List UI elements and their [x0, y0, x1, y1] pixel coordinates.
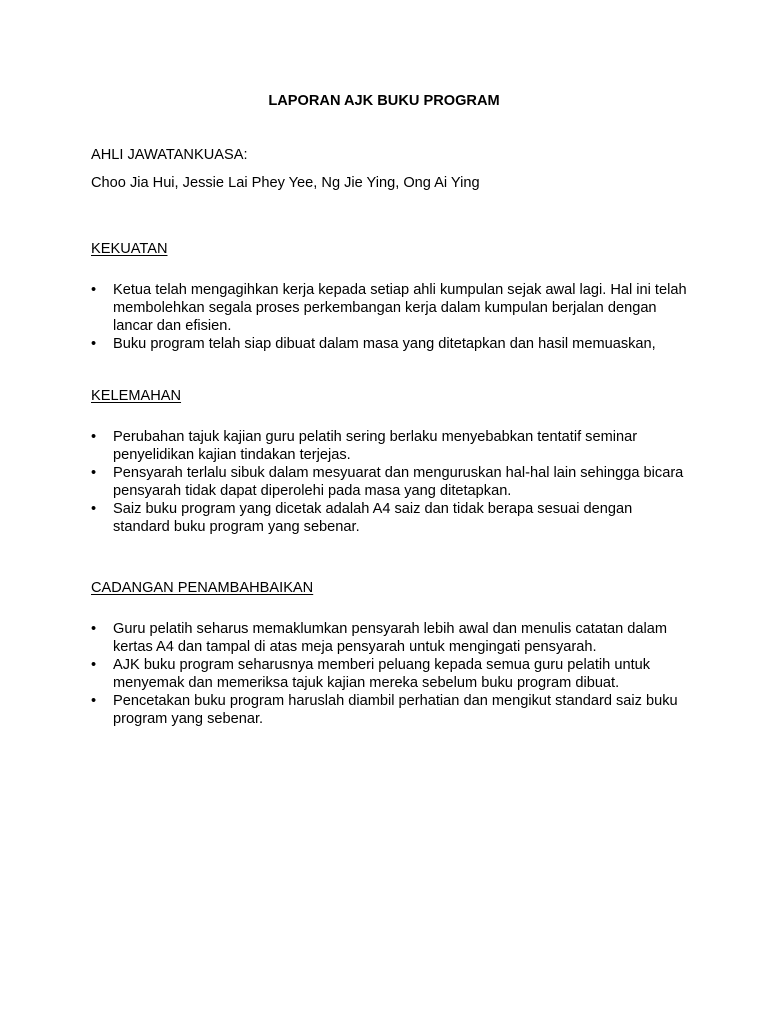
bullet-icon: • [91, 621, 97, 637]
kelemahan-list [91, 428, 691, 536]
list-item-text: AJK buku program seharusnya memberi peluang kepada semua guru pelatih untuk menyemak dan memeriksa tajuk kajian mereka sebelum buku program dibuat. [113, 657, 651, 691]
list-item [91, 335, 691, 353]
bullet-icon: • [91, 429, 97, 445]
list-item [91, 692, 691, 728]
bullet-icon: • [91, 465, 97, 481]
list-item [91, 620, 691, 656]
list-item-text: Pencetakan buku program haruslah diambil perhatian dan mengikut standard saiz buku program yang sebenar. [113, 693, 678, 727]
cadangan-list [91, 620, 691, 728]
list-item [91, 464, 691, 500]
list-item-text: Ketua telah mengagihkan kerja kepada setiap ahli kumpulan sejak awal lagi. Hal ini telah membolehkan segala proses perkembangan kerja dalam kumpulan berjalan dengan lancar dan efisien. [113, 282, 687, 334]
bullet-icon: • [91, 336, 97, 352]
committee-label: AHLI JAWATANKUASA: [91, 147, 248, 163]
list-item-text: Pensyarah terlalu sibuk dalam mesyuarat dan menguruskan hal-hal lain sehingga bicara pensyarah tidak dapat diperolehi pada masa yang ditetapkan. [113, 465, 684, 499]
list-item-text: Perubahan tajuk kajian guru pelatih sering berlaku menyebabkan tentatif seminar penyelidikan kajian tindakan terjejas. [113, 429, 638, 463]
list-item [91, 428, 691, 464]
list-item-text: Saiz buku program yang dicetak adalah A4 saiz dan tidak berapa sesuai dengan standard buku program yang sebenar. [113, 501, 633, 535]
list-item [91, 656, 691, 692]
kekuatan-list [91, 281, 691, 353]
list-item [91, 281, 691, 335]
bullet-icon: • [91, 282, 97, 298]
section-heading-kekuatan: KEKUATAN [91, 241, 168, 257]
section-heading-cadangan: CADANGAN PENAMBAHBAIKAN [91, 580, 314, 596]
bullet-icon: • [91, 657, 97, 673]
section-heading-kelemahan: KELEMAHAN [91, 388, 182, 404]
committee-members: Choo Jia Hui, Jessie Lai Phey Yee, Ng Jie Ying, Ong Ai Ying [91, 175, 480, 191]
list-item [91, 500, 691, 536]
bullet-icon: • [91, 501, 97, 517]
list-item-text: Buku program telah siap dibuat dalam masa yang ditetapkan dan hasil memuaskan, [113, 336, 656, 352]
document-title: LAPORAN AJK BUKU PROGRAM [268, 93, 500, 109]
bullet-icon: • [91, 693, 97, 709]
list-item-text: Guru pelatih seharus memaklumkan pensyarah lebih awal dan menulis catatan dalam kertas A4 dan tampal di atas meja pensyarah untuk mengingati pensyarah. [113, 621, 668, 655]
